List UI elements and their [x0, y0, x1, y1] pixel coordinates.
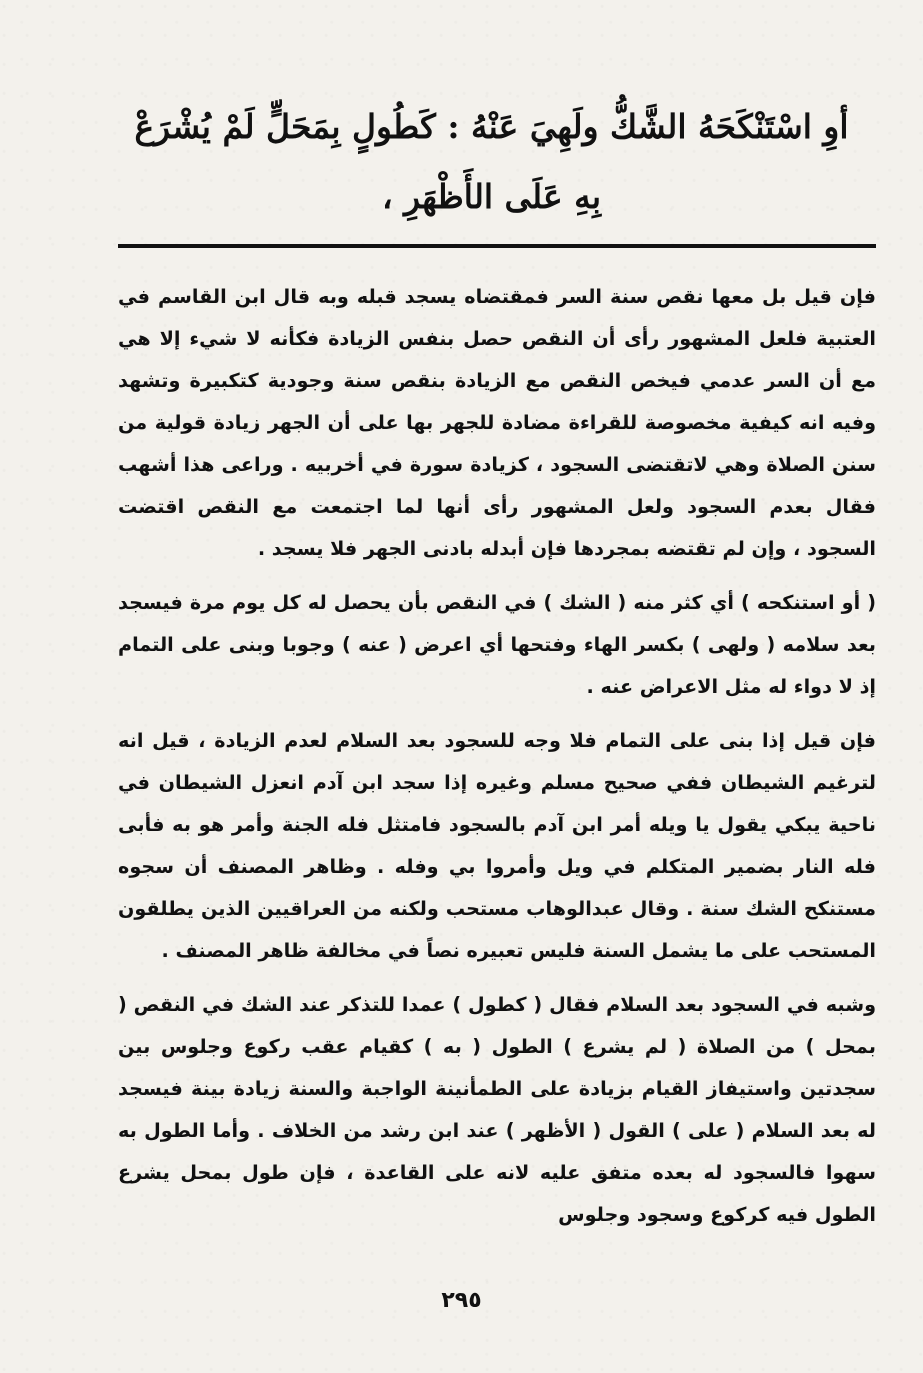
heading-divider: [118, 244, 876, 248]
heading-line-1: أوِ اسْتَنْكَحَهُ الشَّكُّ ولَهِيَ عَنْهُ : كَطُولٍ بِمَحَلٍّ لَمْ يُشْرَعْ: [134, 107, 849, 146]
paragraph-2: ( أو استنكحه ) أي كثر منه ( الشك ) في النقص بأن يحصل له كل يوم مرة فيسجد بعد سلامه ( ولهى ) بكسر الهاء وفتحها أي اعرض ( عنه ) وجوبا وبنى على التمام إذ لا دواء له مثل الاعراض عنه .: [118, 591, 876, 698]
page-number: ٢٩٥: [441, 1288, 482, 1313]
paragraph-4: وشبه في السجود بعد السلام فقال ( كطول ) عمدا للتذكر عند الشك في النقص ( بمحل ) من الصلاة ( لم يشرع ) الطول ( به ) كقيام عقب ركوع وجلوس بين سجدتين واستيفاز القيام بزيادة على الطمأنينة الواجبة والسنة زيادة بينة فيسجد له بعد السلام ( على ) القول ( الأظهر ) عند ابن رشد من الخلاف . وأما الطول به سهوا فالسجود له بعده متفق عليه لانه على القاعدة ، فإن طول بمحل يشرع الطول فيه كركوع وسجود وجلوس: [118, 993, 876, 1226]
commentary-body: [118, 276, 876, 1248]
paragraph-3: فإن قيل إذا بنى على التمام فلا وجه للسجود بعد السلام لعدم الزيادة ، قيل انه لترغيم الشيطان ففي صحيح مسلم وغيره إذا سجد ابن آدم انعزل الشيطان في ناحية يبكي يقول يا ويله أمر ابن آدم بالسجود فامتثل فله الجنة وأمر هو به فأبى فله النار بضمير المتكلم في ويل وأمروا بي وفله . وظاهر المصنف أن سجوه مستنكح الشك سنة . وقال عبدالوهاب مستحب ولكنه من العراقيين الذين يطلقون المستحب على ما يشمل السنة فليس تعبيره نصاً في مخالفة ظاهر المصنف .: [118, 729, 876, 962]
paragraph-1: فإن قيل بل معها نقص سنة السر فمقتضاه يسجد قبله وبه قال ابن القاسم في العتبية فلعل المشهور رأى أن النقص حصل بنفس الزيادة فكأنه لا شيء إلا هي مع أن السر عدمي فيخص النقص مع الزيادة بنقص سنة وجودية كتكبيرة وتشهد وفيه انه كيفية مخصوصة للقراءة مضادة للجهر بها على أن الجهر زيادة قولية من سنن الصلاة وهي لاتقتضى السجود ، كزيادة سورة في أخربيه . وراعى هذا أشهب فقال بعدم السجود ولعل المشهور رأى أنها لما اجتمعت مع النقص اقتضت السجود ، وإن لم تقتضه بمجردها فإن أبدله بادنى الجهر فلا يسجد .: [118, 285, 876, 560]
heading-line-2: بِهِ عَلَى الأَظْهَرِ ،: [381, 177, 602, 216]
matn-heading: [118, 92, 865, 232]
